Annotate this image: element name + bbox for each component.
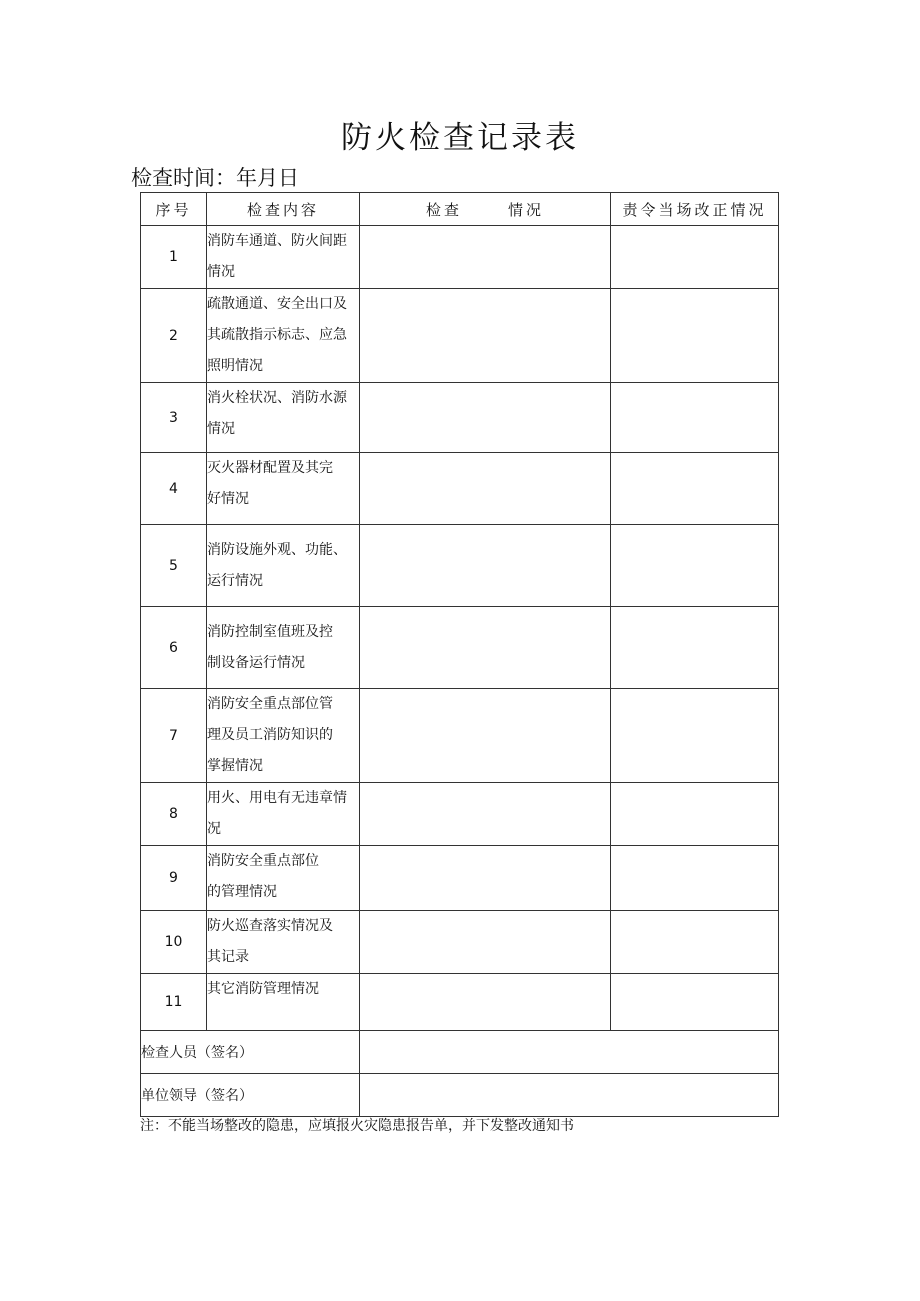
row-content: 灭火器材配置及其完 好情况: [207, 453, 360, 525]
row-content: 防火巡查落实情况及 其记录: [207, 911, 360, 974]
check-status-cell[interactable]: [360, 689, 611, 783]
page-title: 防火检查记录表: [341, 120, 579, 156]
header-correction: 责令当场改正情况: [611, 193, 779, 226]
check-status-cell[interactable]: [360, 226, 611, 289]
check-status-cell[interactable]: [360, 289, 611, 383]
correction-cell[interactable]: [611, 846, 779, 911]
signature-row-leader: [141, 1074, 779, 1117]
row-content: 其它消防管理情况: [207, 974, 360, 1031]
check-status-cell[interactable]: [360, 453, 611, 525]
row-content: 消火栓状况、消防水源 情况: [207, 383, 360, 453]
correction-cell[interactable]: [611, 289, 779, 383]
row-content: 疏散通道、安全出口及 其疏散指示标志、应急 照明情况: [207, 289, 360, 383]
header-check-b: 情况: [508, 200, 545, 219]
table-row: [141, 974, 779, 1031]
table-row: [141, 607, 779, 689]
row-seq: 5: [141, 525, 207, 607]
footnote: 注：不能当场整改的隐患，应填报火灾隐患报告单，并下发整改通知书: [140, 1118, 574, 1134]
check-status-cell[interactable]: [360, 783, 611, 846]
table-row: [141, 783, 779, 846]
header-check-status: [360, 193, 611, 226]
check-status-cell[interactable]: [360, 911, 611, 974]
row-seq: 6: [141, 607, 207, 689]
header-check-a: 检查: [425, 200, 462, 219]
row-content: 用火、用电有无违章情 况: [207, 783, 360, 846]
inspector-signature-field[interactable]: [360, 1031, 779, 1074]
table-row: [141, 846, 779, 911]
row-content: 消防设施外观、功能、 运行情况: [207, 525, 360, 607]
row-content: 消防安全重点部位 的管理情况: [207, 846, 360, 911]
table-header-row: [141, 193, 779, 226]
row-content: 消防安全重点部位管 理及员工消防知识的 掌握情况: [207, 689, 360, 783]
correction-cell[interactable]: [611, 911, 779, 974]
correction-cell[interactable]: [611, 974, 779, 1031]
leader-signature-field[interactable]: [360, 1074, 779, 1117]
table-row: [141, 689, 779, 783]
correction-cell[interactable]: [611, 226, 779, 289]
correction-cell[interactable]: [611, 689, 779, 783]
correction-cell[interactable]: [611, 453, 779, 525]
header-content: 检查内容: [207, 193, 360, 226]
table-row: [141, 383, 779, 453]
check-status-cell[interactable]: [360, 846, 611, 911]
table-row: [141, 453, 779, 525]
row-seq: 3: [141, 383, 207, 453]
correction-cell[interactable]: [611, 525, 779, 607]
signature-row-inspector: [141, 1031, 779, 1074]
row-seq: 2: [141, 289, 207, 383]
table-row: [141, 289, 779, 383]
table-row: [141, 226, 779, 289]
leader-signature-label: 单位领导（签名）: [141, 1074, 360, 1117]
inspection-table: [140, 192, 779, 1117]
row-seq: 11: [141, 974, 207, 1031]
check-time-label: 检查时间：年月日: [131, 166, 299, 190]
check-status-cell[interactable]: [360, 383, 611, 453]
row-content: 消防车通道、防火间距 情况: [207, 226, 360, 289]
check-status-cell[interactable]: [360, 974, 611, 1031]
header-seq: 序号: [141, 193, 207, 226]
row-seq: 8: [141, 783, 207, 846]
correction-cell[interactable]: [611, 383, 779, 453]
row-content: 消防控制室值班及控 制设备运行情况: [207, 607, 360, 689]
table-row: [141, 911, 779, 974]
correction-cell[interactable]: [611, 607, 779, 689]
check-status-cell[interactable]: [360, 607, 611, 689]
row-seq: 7: [141, 689, 207, 783]
correction-cell[interactable]: [611, 783, 779, 846]
inspector-signature-label: 检查人员（签名）: [141, 1031, 360, 1074]
row-seq: 4: [141, 453, 207, 525]
table-row: [141, 525, 779, 607]
check-status-cell[interactable]: [360, 525, 611, 607]
row-seq: 9: [141, 846, 207, 911]
row-seq: 1: [141, 226, 207, 289]
row-seq: 10: [141, 911, 207, 974]
